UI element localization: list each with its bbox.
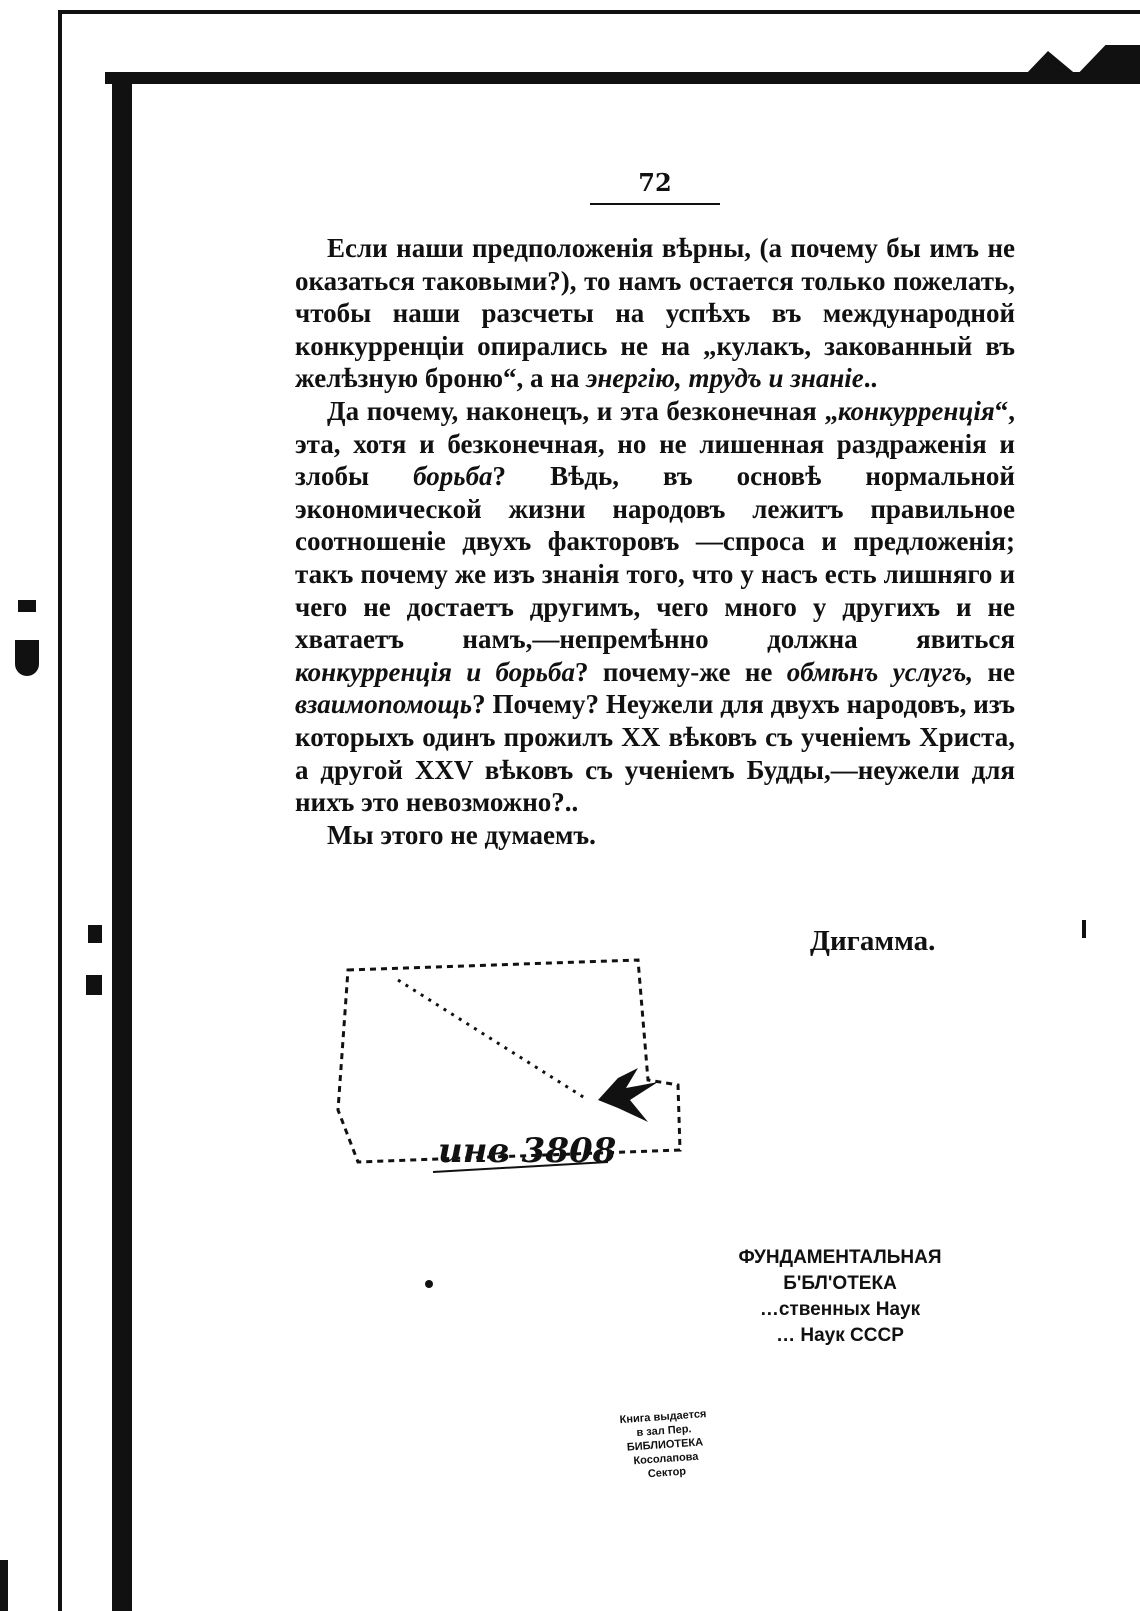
text-segment: ? почему-же не — [574, 656, 787, 687]
swallow-icon — [598, 1068, 658, 1122]
page-number-rule — [590, 203, 720, 205]
text-segment-italic: конкурренція — [837, 395, 995, 426]
paragraph-2 — [295, 395, 1015, 819]
text-segment: не — [973, 656, 1015, 687]
signature: Дигамма. — [810, 925, 936, 957]
small-stamp-line: Книга выдается — [619, 1408, 707, 1427]
text-segment: Да почему, наконецъ, и эта безконечная „ — [327, 395, 838, 426]
stamp-diagonal — [398, 980, 588, 1100]
library-stamp-line: …ственных Наук — [759, 1299, 921, 1320]
small-stamp-line: в зал Пер. — [636, 1423, 692, 1439]
library-stamp — [705, 1245, 975, 1349]
margin-mark — [425, 1280, 433, 1288]
inventory-stamp — [318, 950, 698, 1190]
text-segment: “, эта, хотя и безконечная, но не лишенная раздраженія и злобы — [295, 395, 1015, 492]
text-segment-italic: энергію, трудъ и знаніе — [586, 363, 864, 394]
small-stamp-line: Сектор — [647, 1465, 687, 1481]
frame-left-outer — [58, 10, 62, 1611]
margin-mark — [86, 975, 102, 995]
frame-bottom-edge — [0, 1560, 8, 1611]
frame-top-inner — [105, 72, 1140, 84]
library-stamp-line: Б'БЛ'ОТЕКА — [783, 1273, 897, 1294]
text-segment: Если наши предположенія вѣрны, (а почему бы имъ не оказаться таковыми?), то намъ остается только пожелать, чтобы наши разсчеты на успѣхъ въ международной конкурренціи опирались не на „кулакъ, закованный въ желѣзную броню“, а на — [295, 233, 1015, 394]
frame-top-outer — [58, 10, 1140, 14]
text-segment: ? Вѣдь, въ основѣ нормальной экономической жизни народовъ лежитъ правильное соотношеніе двухъ факторовъ —спроса и предложенія; такъ почему же изъ знанія того, что у насъ есть лишняго и чего не достаетъ другимъ, чего много у другихъ и не хватаетъ намъ,—непремѣнно должна явиться — [295, 461, 1015, 655]
page-number: 72 — [638, 168, 672, 197]
margin-mark — [88, 925, 102, 943]
small-stamp — [588, 1405, 743, 1485]
text-segment-italic: взаимопомощь — [295, 689, 473, 720]
margin-mark — [1082, 920, 1086, 938]
margin-mark — [15, 640, 39, 676]
text-segment-italic: обмѣнъ услугъ, — [786, 656, 974, 687]
text-segment: .. — [863, 363, 878, 394]
text-segment: ? Почему? Неужели для двухъ народовъ, изъ которыхъ одинъ прожилъ XX вѣковъ съ ученіемъ Христа, а другой XXV вѣковъ съ ученіемъ Будды,—неужели для нихъ это невозможно?.. — [295, 689, 1015, 818]
text-segment-italic: борьба — [413, 461, 493, 492]
frame-left-inner — [112, 72, 132, 1611]
library-stamp-line: … Наук СССР — [776, 1325, 904, 1346]
text-segment: Мы этого не думаемъ. — [327, 819, 596, 850]
text-segment-italic: конкурренція и борьба — [295, 656, 575, 687]
paragraph-1 — [295, 232, 1015, 395]
body-text — [295, 232, 1015, 851]
frame-right-corner — [1025, 45, 1140, 75]
margin-mark — [18, 600, 36, 612]
small-stamp-line: Косолапова — [633, 1450, 699, 1468]
library-stamp-line: ФУНДАМЕНТАЛЬНАЯ — [738, 1247, 942, 1268]
small-stamp-line: БИБЛИОТЕКА — [626, 1436, 704, 1454]
inventory-number: инв 3808 — [438, 1131, 617, 1171]
paragraph-3 — [295, 819, 1015, 852]
